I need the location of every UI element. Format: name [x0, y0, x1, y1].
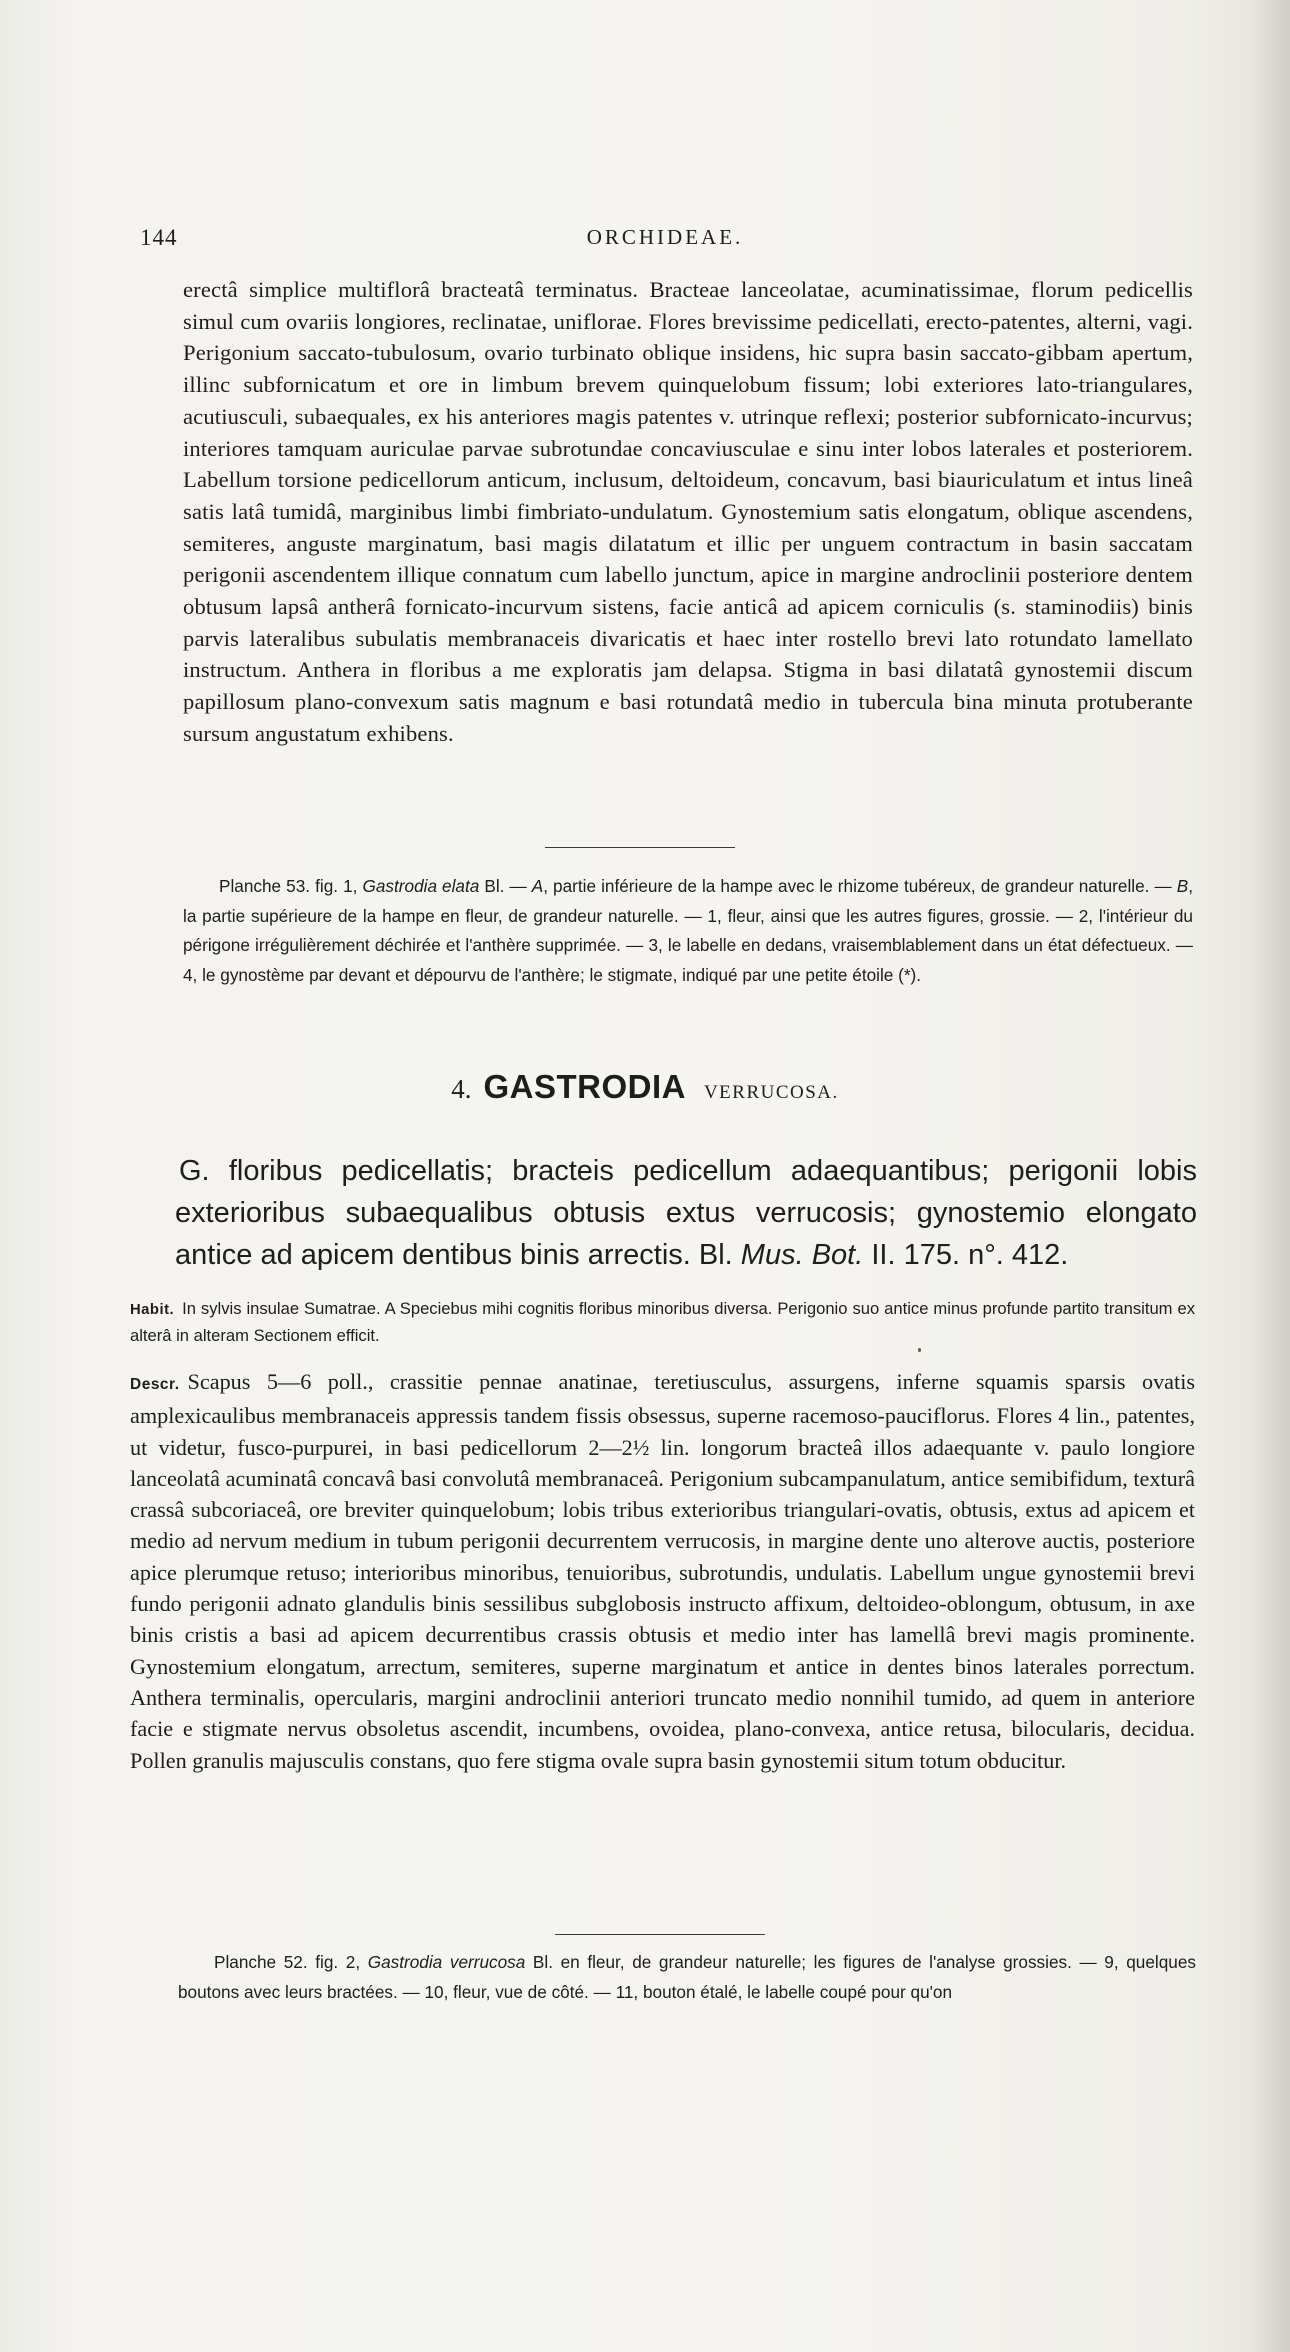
- plate-caption-letter-b: B: [1176, 876, 1189, 896]
- plate-caption-rest: , la partie supérieure de la hampe en fleur, de grandeur naturelle. — 1, fleur, ainsi que les autres figures, grossie. — 2, l'intérieur du périgone irrégulièrement déchirée et l'anthère supprimée. — 3, le labelle en dedans, vraisemblablement dans un état défectueux. — 4, le gynostème par devant et dépourvu de l'anthère; le stigmate, indiqué par une petite étoile (*).: [183, 876, 1193, 985]
- plate-caption-2-prefix: Planche 52. fig. 2,: [214, 1952, 368, 1972]
- page-number: 144: [140, 225, 178, 250]
- plate-caption-author: Bl. —: [479, 876, 532, 896]
- habitat-text: In sylvis insulae Sumatrae. A Speciebus mihi cognitis floribus minoribus diversa. Perigonio suo antice minus profunde partito transitum ex alterâ in alteram Sectionem efficit.: [130, 1299, 1195, 1345]
- description-text: Scapus 5—6 poll., crassitie pennae anatinae, teretiusculus, assurgens, inferne squamis sparsis ovatis amplexicaulibus membranaceis appressis tandem fissis obsessus, superne racemoso-pauciflorus. Flores 4 lin., patentes, ut videtur, fusco-purpurei, in basi pedicellorum 2—2½ lin. longorum bracteâ illos adaequante v. paulo longiore lanceolatâ acuminatâ concavâ basi convolutâ membranaceâ. Perigonium subcampanulatum, antice semibifidum, texturâ crassâ subcoriaceâ, ore breviter quinquelobum; lobis tribus exterioribus triangulari-ovatis, obtusis, extus ad apicem et medio ad nervum medium in tubum perigonii decurrentem verrucosis, in margine dente uno alterove auctis, posteriore apice plerumque retuso; interioribus minoribus, tenuioribus, subrotundis, undulatis. Labellum ungue gynostemii brevi fundo perigonii adnato glandulis binis sessilibus subglobosis instructo affixum, deltoideo-oblongum, obtusum, in axe binis cristis a basi ad apicem decurrentibus crassis obtusis et medio inter has lamellâ brevi magis prominente. Gynostemium elongatum, arrectum, semiteres, superne marginatum et antice in dentes binos laterales porrectum. Anthera terminalis, opercularis, margini androclinii anteriori truncato medio nonnihil tumido, ad quem in anteriore facie e stigmate nervus obsoletus ascendit, incumbens, ovoidea, plano-convexa, antice retusa, bilocularis, decidua. Pollen granulis majusculis constans, quo fere stigma ovale supra basin gynostemii situm totum obducitur.: [130, 1369, 1195, 1773]
- plate-caption-2-rest: Bl. en fleur, de grandeur naturelle; les figures de l'analyse grossies. — 9, quelques boutons avec leurs bractées. — 10, fleur, vue de côté. — 11, bouton étalé, le labelle coupé pour qu'on: [178, 1952, 1196, 2002]
- running-head: ORCHIDEAE.: [586, 225, 744, 249]
- print-speck: [918, 1348, 921, 1352]
- page-header: [140, 225, 1190, 261]
- plate-caption-2-taxon: Gastrodia verrucosa: [367, 1952, 526, 1972]
- plate-caption-52: [178, 1948, 1196, 2007]
- habitat-label: Habit.: [130, 1302, 175, 1318]
- species-number: 4.: [451, 1074, 472, 1104]
- description-paragraph: [130, 1366, 1195, 1776]
- species-epithet: VERRUCOSA.: [703, 1082, 839, 1103]
- habitat-paragraph: [130, 1296, 1195, 1349]
- section-divider-2: [555, 1934, 765, 1935]
- diagnosis-text: G. floribus pedicellatis; bracteis pedicellum adaequantibus; perigonii lobis exterioribus subaequalibus obtusis extus verrucosis; gynostemio elongato antice ad apicem dentibus binis arrectis. Bl.: [175, 1155, 1197, 1271]
- plate-caption-part-a: , partie inférieure de la hampe avec le rhizome tubéreux, de grandeur naturelle. —: [543, 876, 1177, 896]
- plate-caption-prefix: Planche 53. fig. 1,: [219, 876, 363, 896]
- section-divider: [545, 847, 735, 848]
- diagnosis-reference-title: Mus. Bot.: [740, 1239, 864, 1271]
- species-heading: [0, 1068, 1290, 1106]
- plate-caption-taxon: Gastrodia elata: [362, 876, 480, 896]
- genus-description-continuation: erectâ simplice multiflorâ bracteatâ terminatus. Bracteae lanceolatae, acuminatissimae, florum pedicellis simul cum ovariis longiores, reclinatae, uniflorae. Flores brevissime pedicellati, erecto-patentes, alterni, vagi. Perigonium saccato-tubulosum, ovario turbinato oblique insidens, hic supra basin saccato-gibbam apertum, illinc subfornicatum et ore in limbum brevem quinquelobum fissum; lobi exteriores lato-triangulares, acutiusculi, subaequales, ex his anteriores magis patentes v. utrinque reflexi; posterior subfornicato-incurvus; interiores tamquam auriculae parvae subrotundae concaviusculae e sinu inter lobos laterales et posteriorem. Labellum torsione pedicellorum anticum, inclusum, deltoideum, concavum, basi biauriculatum et intus lineâ satis latâ tumidâ, marginibus limbi fimbriato-undulatum. Gynostemium satis elongatum, oblique ascendens, semiteres, anguste marginatum, basi magis dilatatum et illic per unguem contractum in basin saccatam perigonii ascendentem illique connatum cum labello junctum, apice in margine androclinii posteriore dentem obtusum lapsâ antherâ fornicato-incurvum sistens, facie anticâ ad apicem corniculis (s. staminodiis) binis parvis lateralibus subulatis membranaceis divaricatis et haec inter rostello brevi lato rotundato lamellato instructum. Anthera in floribus a me exploratis jam delapsa. Stigma in basi dilatatâ gynostemii discum papillosum plano-convexum satis magnum e basi rotundatâ medio in tubercula bina minuta protuberante sursum angustatum exhibens.: [183, 277, 1193, 746]
- diagnosis-reference-tail: II. 175. n°. 412.: [863, 1239, 1069, 1271]
- species-genus: GASTRODIA: [483, 1068, 686, 1105]
- plate-caption-letter-a: A: [531, 876, 544, 896]
- plate-caption-53: [183, 872, 1193, 990]
- page-edge-shadow: [1250, 0, 1290, 2352]
- description-label: Descr.: [130, 1376, 180, 1393]
- species-diagnosis: [175, 1150, 1197, 1276]
